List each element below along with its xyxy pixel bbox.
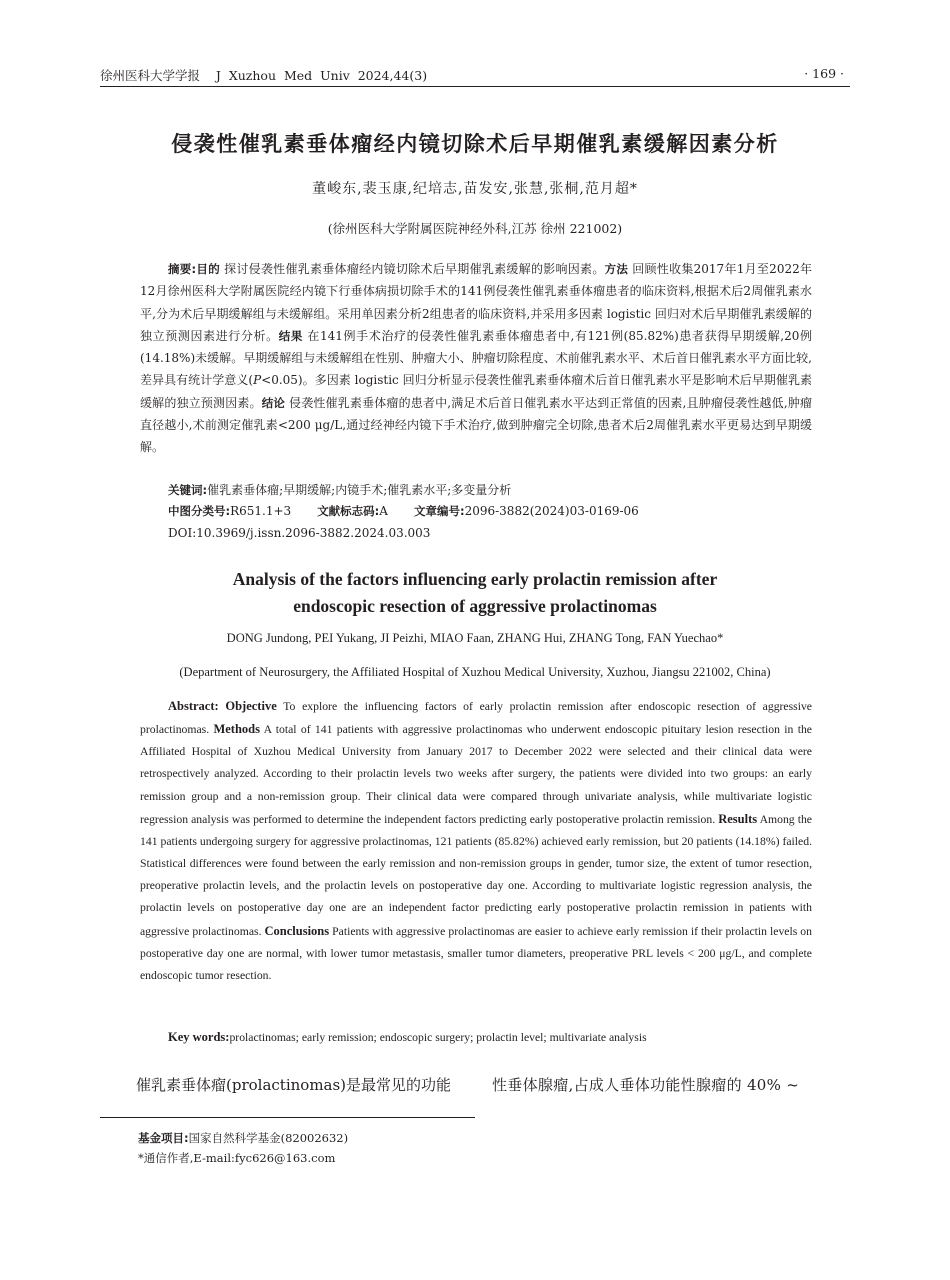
results-text-a: 在141例手术治疗的侵袭性催乳素垂体瘤患者中,有121例(85.82%)患者获得早期缓解,20例(14.18%)未缓解。早期缓解组与未缓解组在性别、肿瘤大小、肿瘤切除程度、术前催乳素水平、术后首日催乳素水平方面比较,差异具有统计学意义( (140, 328, 812, 388)
abstract-label: 摘要: (168, 262, 197, 276)
results-label: 结果 (278, 328, 303, 343)
en-abstract-label: Abstract: (168, 699, 219, 713)
objective-label: 目的 (196, 262, 220, 276)
running-head (100, 62, 850, 87)
objective-text: 探讨侵袭性催乳素垂体瘤经内镜切除术后早期催乳素缓解的影响因素。 (219, 262, 605, 276)
en-methods-text: A total of 141 patients with aggressive prolactinomas who underwent endoscopic pituitary lesion resection in the Affiliated Hospital of Xuzhou Medical University from January 2017 to December 2022 were selected and their clinical data were retrospectively analyzed. According to their prolactin levels two weeks after surgery, the patients were divided into two groups: an early remission group and a non-remission group. Their clinical data were compared through univariate analysis, while multivariate logistic regression analysis was performed to determine the independent factors predicting early postoperative prolactin remission. (140, 723, 812, 826)
en-objective-label: Objective (225, 699, 277, 713)
english-keywords (168, 1030, 647, 1045)
doc-code-value: A (379, 504, 388, 518)
keywords-text: 催乳素垂体瘤;早期缓解;内镜手术;催乳素水平;多变量分析 (207, 483, 512, 497)
article-number-value: 2096-3882(2024)03-0169-06 (464, 504, 639, 518)
page-number: · 169 · (804, 66, 844, 81)
english-authors: DONG Jundong, PEI Yukang, JI Peizhi, MIAO Faan, ZHANG Hui, ZHANG Tong, FAN Yuechao* (226, 631, 724, 645)
en-results-text: Among the 141 patients undergoing surgery for aggressive prolactinomas, 121 patients (85.82%) achieved early remission, but 20 patients (14.18%) failed. Statistical differences were found between the early remission and non-remission groups in gender, tumor size, the extent of tumor resection, preoperative prolactin levels, and the prolactin levels on postoperative day one. According to multivariate logistic regression analysis, the prolactin levels on postoperative day one are an independent factor predicting early postoperative prolactin remission in patients with aggressive prolactinomas. (140, 812, 812, 938)
journal-citation: 徐州医科大学学报 J Xuzhou Med Univ 2024,44(3) (100, 68, 428, 83)
footnote-divider (100, 1117, 475, 1118)
doi: DOI:10.3969/j.issn.2096-3882.2024.03.003 (168, 526, 431, 540)
english-affiliation: (Department of Neurosurgery, the Affiliated Hospital of Xuzhou Medical University, Xuzhou, Jiangsu 221002, China) (179, 665, 771, 679)
doc-code-label: 文献标志码: (317, 504, 380, 518)
funding-text: 国家自然科学基金(82002632) (188, 1131, 349, 1145)
body-text-right-column: 性垂体腺瘤,占成人垂体功能性腺瘤的 40% ~ (492, 1076, 800, 1094)
en-keywords-label: Key words: (168, 1030, 230, 1044)
p-value-symbol: P (253, 373, 262, 388)
en-results-label: Results (718, 811, 758, 826)
english-abstract (140, 695, 812, 987)
chinese-keywords (168, 481, 511, 498)
en-keywords-text: prolactinomas; early remission; endoscopic surgery; prolactin level; multivariate analysis (229, 1031, 647, 1044)
english-title (100, 566, 850, 620)
english-title-line1: Analysis of the factors influencing early prolactin remission after (232, 569, 718, 589)
chinese-abstract (140, 258, 812, 459)
chinese-title: 侵袭性催乳素垂体瘤经内镜切除术后早期催乳素缓解因素分析 (171, 132, 779, 156)
clc-label: 中图分类号: (168, 504, 231, 518)
methods-label: 方法 (604, 262, 629, 276)
classification-line (168, 503, 639, 519)
en-methods-label: Methods (213, 722, 260, 737)
methods-text: 回顾性收集2017年1月至2022年12月徐州医科大学附属医院经内镜下行垂体病损切除手术的141例侵袭性催乳素垂体瘤患者的临床资料,根据术后2周催乳素水平,分为术后早期缓解组与未缓解组。采用单因素分析2组患者的临床资料,并采用多因素 logistic 回归对术后早期催乳素缓解的独立预测因素进行分析。 (140, 262, 813, 343)
en-objective-text: To explore the influencing factors of early prolactin remission after endoscopic resection of aggressive prolactinomas. (140, 700, 812, 737)
en-conclusions-text: Patients with aggressive prolactinomas are easier to achieve early remission if their prolactin levels on postoperative day one are normal, with lower tumor metastasis, smaller tumor diameters, preoperative PRL levels < 200 μg/L, and complete endoscopic tumor resection. (140, 924, 812, 982)
conclusion-label: 结论 (261, 395, 286, 410)
body-text-left-column: 催乳素垂体瘤(prolactinomas)是最常见的功能 (136, 1076, 452, 1094)
chinese-affiliation: (徐州医科大学附属医院神经外科,江苏 徐州 221002) (327, 221, 623, 236)
en-conclusions-label: Conclusions (264, 923, 330, 938)
results-text-b: <0.05)。多因素 logistic 回归分析显示侵袭性催乳素垂体瘤术后首日催乳素水平是影响术后早期催乳素缓解的独立预测因素。 (140, 373, 812, 410)
chinese-authors: 董峻东,裴玉康,纪培志,苗发安,张慧,张桐,范月超* (312, 181, 638, 197)
funding-label: 基金项目: (138, 1131, 189, 1145)
funding-footnote (138, 1130, 348, 1146)
conclusion-text: 侵袭性催乳素垂体瘤的患者中,满足术后首日催乳素水平达到正常值的因素,且肿瘤侵袭性越低,肿瘤直径越小,术前测定催乳素<200 μg/L,通过经神经内镜下手术治疗,做到肿瘤完全切除,患者术后2周催乳素水平更易达到早期缓解。 (140, 395, 812, 455)
clc-value: R651.1+3 (230, 504, 292, 518)
keywords-label: 关键词: (168, 483, 208, 497)
article-number-label: 文章编号: (413, 504, 465, 518)
corresponding-author-footnote: *通信作者,E-mail:fyc626@163.com (138, 1151, 336, 1165)
english-title-line2: endoscopic resection of aggressive prolactinomas (293, 596, 657, 616)
